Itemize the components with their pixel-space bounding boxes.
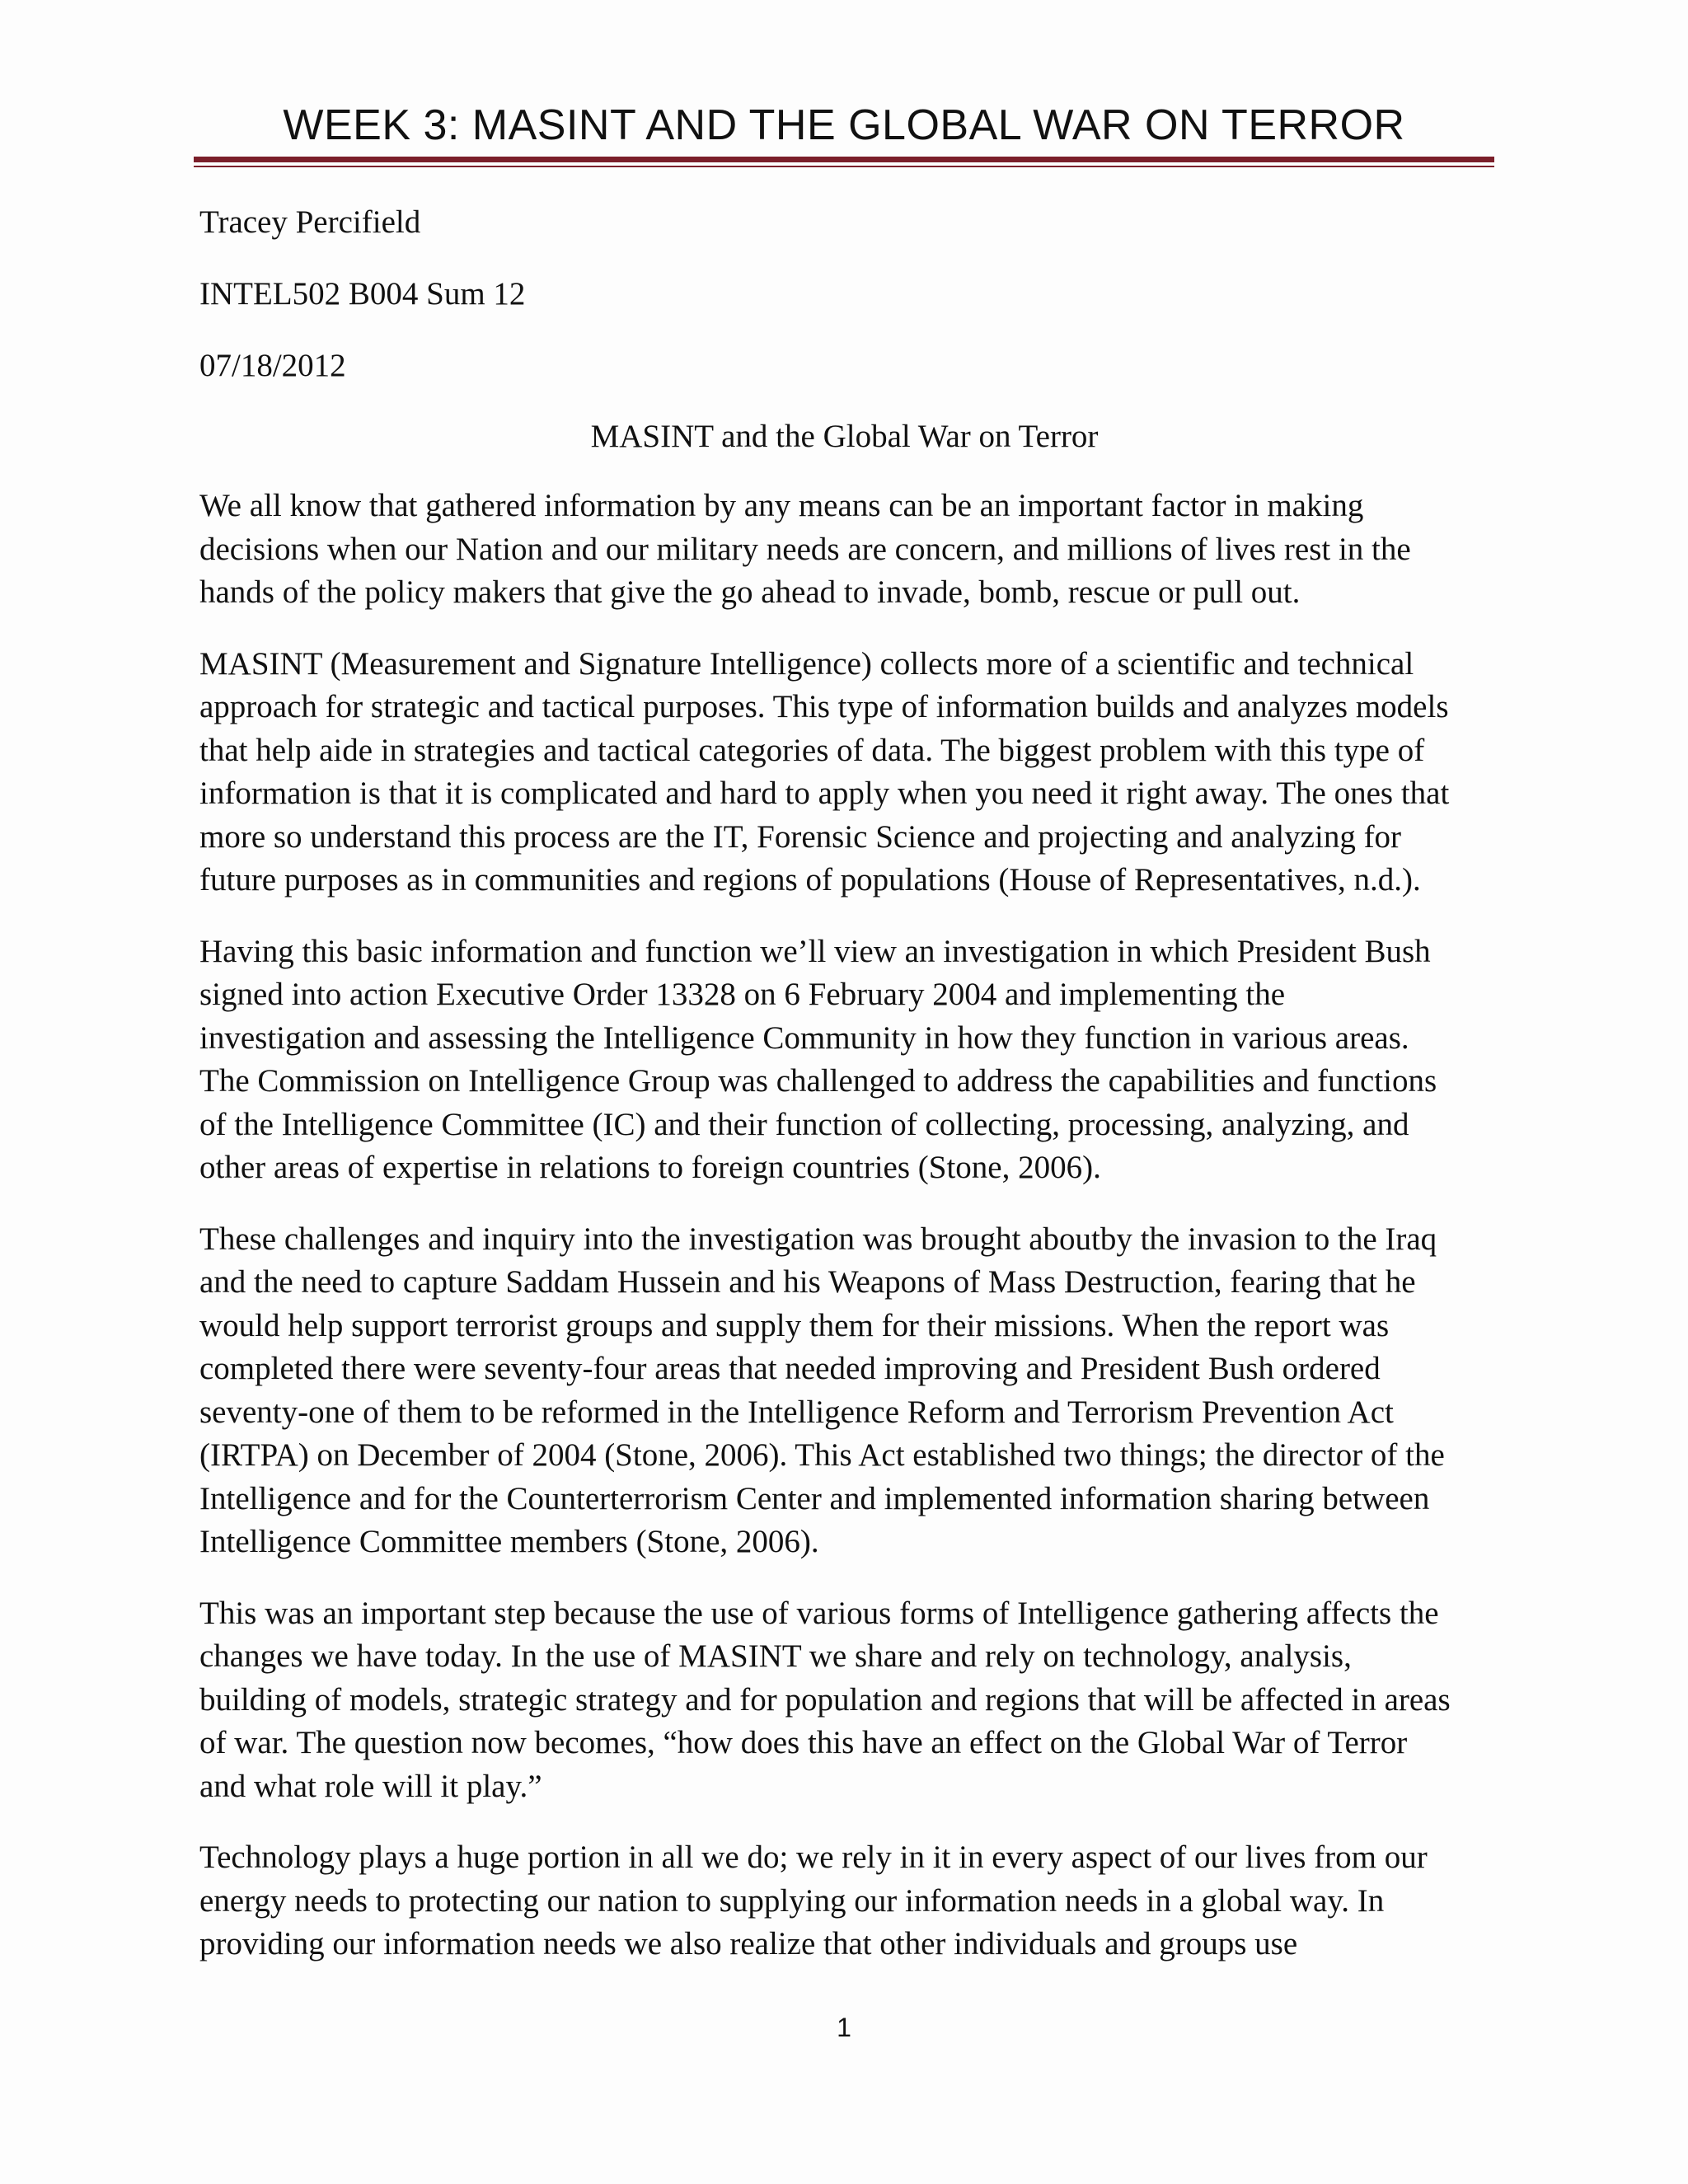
paragraph-line: that help aide in strategies and tactical categories of data. The biggest problem with this type of: [199, 732, 1425, 768]
paragraph-line: We all know that gathered information by any means can be an important factor in making: [199, 488, 1364, 523]
paragraph-line: energy needs to protecting our nation to supplying our information needs in a global way. In: [199, 1882, 1385, 1919]
paragraph-line: investigation and assessing the Intelligence Community in how they function in various areas.: [199, 1019, 1409, 1056]
paragraph-line: building of models, strategic strategy and for population and regions that will be affected in areas: [199, 1681, 1451, 1718]
header-rule-thin: [194, 166, 1494, 167]
page-number: 1: [837, 2013, 851, 2042]
paragraph-line: approach for strategic and tactical purposes. This type of information builds and analyzes models: [199, 689, 1449, 724]
paragraph-line: (IRTPA) on December of 2004 (Stone, 2006). This Act established two things; the director of the: [199, 1437, 1445, 1473]
paragraph-line: information is that it is complicated and hard to apply when you need it right away. The ones that: [199, 776, 1450, 811]
paragraph-line: Intelligence Committee members (Stone, 2006).: [199, 1524, 819, 1559]
author-name: Tracey Percifield: [199, 204, 421, 240]
essay-paragraph: [199, 1218, 1493, 1564]
paragraph-line: The Commission on Intelligence Group was challenged to address the capabilities and functions: [199, 1063, 1437, 1099]
page-header-title: WEEK 3: MASINT AND THE GLOBAL WAR ON TERROR: [283, 101, 1405, 149]
essay-paragraph: [199, 1592, 1493, 1809]
paragraph-line: changes we have today. In the use of MASINT we share and rely on technology, analysis,: [199, 1638, 1352, 1674]
paragraph-line: Having this basic information and function we’ll view an investigation in which President Bush: [199, 933, 1431, 969]
essay-paragraph: [199, 930, 1493, 1190]
paragraph-line: would help support terrorist groups and supply them for their missions. When the report was: [199, 1307, 1390, 1343]
course-code: INTEL502 B004 Sum 12: [199, 276, 526, 312]
paragraph-line: MASINT (Measurement and Signature Intelligence) collects more of a scientific and technical: [199, 645, 1414, 682]
paragraph-line: This was an important step because the use of various forms of Intelligence gathering affects the: [199, 1595, 1439, 1631]
paragraph-line: more so understand this process are the IT, Forensic Science and projecting and analyzing for: [199, 818, 1402, 855]
paragraph-line: of war. The question now becomes, “how does this have an effect on the Global War of Terror: [199, 1725, 1408, 1760]
essay-paragraph: [199, 485, 1493, 615]
paragraph-line: and the need to capture Saddam Hussein and his Weapons of Mass Destruction, fearing that he: [199, 1264, 1416, 1300]
paragraph-line: seventy-one of them to be reformed in the Intelligence Reform and Terrorism Prevention Act: [199, 1394, 1394, 1430]
paragraph-line: Intelligence and for the Counterterrorism Center and implemented information sharing between: [199, 1480, 1430, 1516]
paragraph-line: other areas of expertise in relations to foreign countries (Stone, 2006).: [199, 1150, 1101, 1185]
paragraph-line: future purposes as in communities and regions of populations (House of Representatives, n.d.).: [199, 862, 1421, 898]
essay-title: MASINT and the Global War on Terror: [590, 419, 1099, 454]
essay-body: [199, 485, 1493, 1994]
paragraph-line: providing our information needs we also realize that other individuals and groups use: [199, 1926, 1298, 1961]
paragraph-line: and what role will it play.”: [199, 1768, 542, 1804]
essay-paragraph: [199, 1836, 1493, 1966]
paragraph-line: completed there were seventy-four areas that needed improving and President Bush ordered: [199, 1351, 1381, 1386]
paragraph-line: signed into action Executive Order 13328 on 6 February 2004 and implementing the: [199, 977, 1286, 1012]
paragraph-line: decisions when our Nation and our military needs are concern, and millions of lives rest in the: [199, 531, 1411, 567]
submission-date: 07/18/2012: [199, 348, 346, 383]
paragraph-line: Technology plays a huge portion in all we do; we rely in it in every aspect of our lives from our: [199, 1840, 1428, 1875]
essay-paragraph: [199, 643, 1493, 902]
paragraph-line: of the Intelligence Committee (IC) and their function of collecting, processing, analyzing, and: [199, 1106, 1409, 1142]
paragraph-line: These challenges and inquiry into the investigation was brought aboutby the invasion to the Iraq: [199, 1221, 1437, 1257]
paragraph-line: hands of the policy makers that give the go ahead to invade, bomb, rescue or pull out.: [199, 574, 1301, 610]
header-rule-thick: [194, 157, 1494, 162]
